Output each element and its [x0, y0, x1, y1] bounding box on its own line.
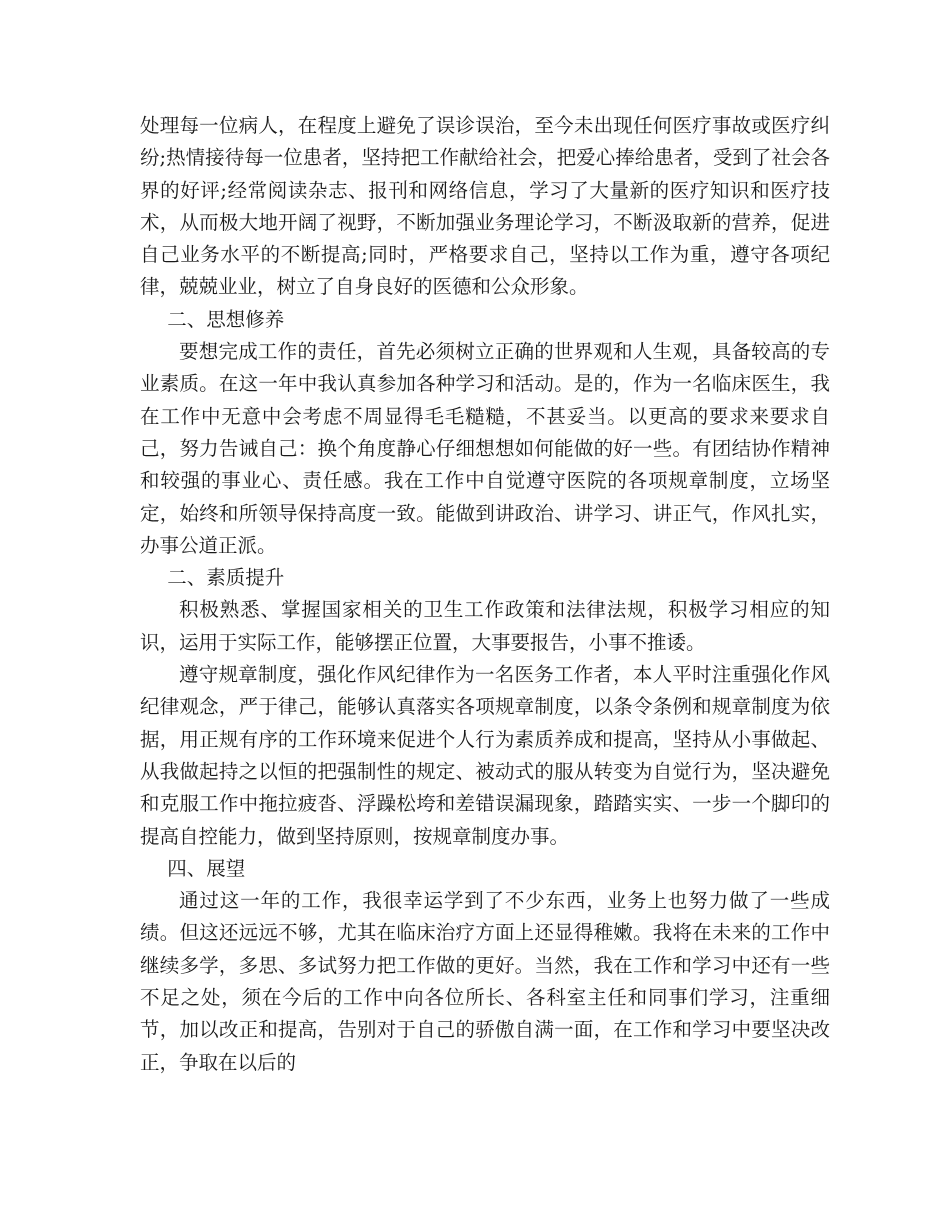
paragraph-continuation: 处理每一位病人，在程度上避免了误诊误治，至今未出现任何医疗事故或医疗纠纷;热情接待每一位患者，坚持把工作献给社会，把爱心捧给患者，受到了社会各界的好评;经常阅读杂志、报刊和网络信息，学习了大量新的医疗知识和医疗技术，从而极大地开阔了视野，不断加强业务理论学习，不断汲取新的营养，促进自己业务水平的不断提高;同时，严格要求自己，坚持以工作为重，遵守各项纪律，兢兢业业，树立了自身良好的医德和公众形象。: [140, 114, 830, 299]
paragraph-outlook: 通过这一年的工作，我很幸运学到了不少东西，业务上也努力做了一些成绩。但这还远远不够，尤其在临床治疗方面上还显得稚嫩。我将在未来的工作中继续多学，多思、多试努力把工作做的更好。当然，我在工作和学习中还有一些不足之处，须在今后的工作中向各位所长、各科室主任和同事们学习，注重细节，加以改正和提高，告别对于自己的骄傲自满一面，在工作和学习中要坚决改正，争取在以后的: [140, 889, 830, 1074]
paragraph-quality-2: 遵守规章制度，强化作风纪律作为一名医务工作者，本人平时注重强化作风纪律观念，严于律己，能够认真落实各项规章制度，以条令条例和规章制度为依据，用正规有序的工作环境来促进个人行为素质养成和提高，坚持从小事做起、从我做起持之以恒的把强制性的规定、被动式的服从转变为自觉行为，坚决避免和克服工作中拖拉疲沓、浮躁松垮和差错误漏现象，踏踏实实、一步一个脚印的提高自控能力，做到坚持原则，按规章制度办事。: [140, 663, 830, 848]
paragraph-quality-1: 积极熟悉、掌握国家相关的卫生工作政策和法律法规，积极学习相应的知识，运用于实际工作，能够摆正位置，大事要报告，小事不推诿。: [140, 598, 830, 654]
document-body: [140, 110, 830, 1079]
section-heading-thought: 二、思想修养: [167, 307, 285, 331]
section-heading-quality: 二、素质提升: [167, 566, 285, 590]
section-heading-outlook: 四、展望: [167, 856, 246, 880]
paragraph-thought: 要想完成工作的责任，首先必须树立正确的世界观和人生观，具备较高的专业素质。在这一年中我认真参加各种学习和活动。是的，作为一名临床医生，我在工作中无意中会考虑不周显得毛毛糙糙，不甚妥当。以更高的要求来要求自己，努力告诫自己：换个角度静心仔细想想如何能做的好一些。有团结协作精神和较强的事业心、责任感。我在工作中自觉遵守医院的各项规章制度，立场坚定，始终和所领导保持高度一致。能做到讲政治、讲学习、讲正气，作风扎实，办事公道正派。: [140, 340, 830, 557]
